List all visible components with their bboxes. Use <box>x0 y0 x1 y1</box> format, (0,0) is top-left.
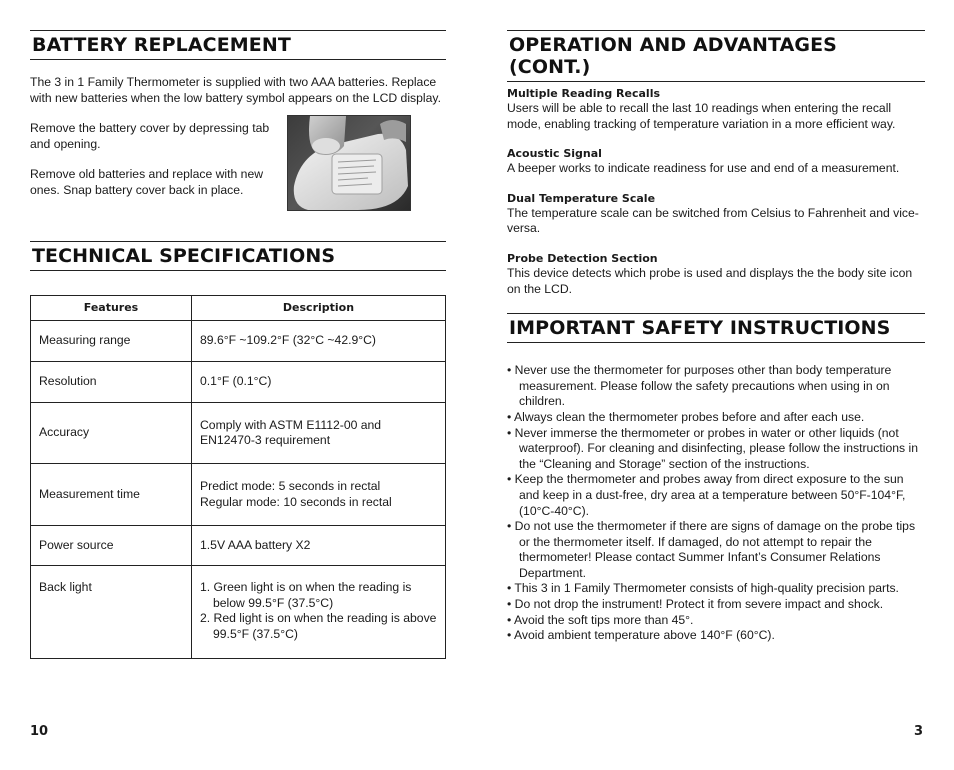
feature-dual-temperature-scale <box>507 192 925 237</box>
feature-cell: Accuracy <box>31 403 192 464</box>
battery-intro-paragraph: The 3 in 1 Family Thermometer is supplied with two AAA batteries. Replace with new batteries when the low battery symbol appears on the LCD display. <box>30 75 441 105</box>
list-item: • Never immerse the thermometer or probes in water or other liquids (not waterproof). For cleaning and disinfecting, please follow the instructions in the “Cleaning and Storage” section of the instructions. <box>507 425 919 471</box>
description-cell: 89.6°F ~109.2°F (32°C ~42.9°C) <box>192 321 446 362</box>
table-header-row <box>31 296 446 321</box>
feature-cell: Resolution <box>31 362 192 403</box>
list-item: • Never use the thermometer for purposes other than body temperature measurement. Please follow the safety precautions when using in on children. <box>507 363 892 409</box>
description-line: Predict mode: 5 seconds in rectal <box>200 479 381 494</box>
list-item: • This 3 in 1 Family Thermometer consists of high-quality precision parts. <box>507 581 899 596</box>
description-line: EN12470-3 requirement <box>200 433 331 448</box>
feature-cell: Back light <box>31 566 192 659</box>
description-cell <box>192 403 446 464</box>
right-page-number: 3 <box>914 724 924 739</box>
list-item: • Avoid ambient temperature above 140°F (60°C). <box>507 628 775 643</box>
list-item: • Keep the thermometer and probes away from direct exposure to the sun and keep in a dust-free, dry area at a temperature between 50°F-104°F, (10°C-40°C). <box>507 472 906 518</box>
features-column-header: Features <box>31 296 192 321</box>
backlight-item-red: 2. Red light is on when the reading is above 99.5°F (37.5°C) <box>200 611 437 641</box>
table-row <box>31 464 446 526</box>
description-line: Comply with ASTM E1112-00 and <box>200 417 382 432</box>
specifications-table <box>30 295 446 659</box>
thermometer-hand-image <box>288 116 410 210</box>
table-row <box>31 403 446 464</box>
battery-step-remove-cover: Remove the battery cover by depressing tab and opening. <box>30 121 270 151</box>
description-cell: 1.5V AAA battery X2 <box>192 526 446 566</box>
feature-text: This device detects which probe is used and displays the the body site icon on the LCD. <box>507 265 913 296</box>
safety-instructions-heading: IMPORTANT SAFETY INSTRUCTIONS <box>507 313 925 343</box>
backlight-item-green: 1. Green light is on when the reading is below 99.5°F (37.5°C) <box>200 580 412 610</box>
feature-multiple-reading-recalls <box>507 87 925 132</box>
feature-heading: Acoustic Signal <box>507 147 602 161</box>
left-page-number: 10 <box>30 724 49 739</box>
feature-text: Users will be able to recall the last 10 readings when entering the recall mode, enabling tracking of temperature variation in a more efficient way. <box>507 101 896 131</box>
feature-probe-detection <box>507 252 925 297</box>
description-line: Regular mode: 10 seconds in rectal <box>200 494 392 509</box>
list-item: • Do not drop the instrument! Protect it from severe impact and shock. <box>507 597 884 612</box>
battery-cover-photo <box>287 115 411 211</box>
feature-acoustic-signal <box>507 147 925 177</box>
feature-cell: Measuring range <box>31 321 192 362</box>
description-cell <box>192 566 446 659</box>
table-row <box>31 526 446 566</box>
table-row <box>31 321 446 362</box>
table-row <box>31 362 446 403</box>
list-item: • Avoid the soft tips more than 45°. <box>507 612 694 627</box>
description-column-header: Description <box>192 296 446 321</box>
feature-heading: Probe Detection Section <box>507 251 658 265</box>
list-item: • Always clean the thermometer probes before and after each use. <box>507 409 865 424</box>
description-cell <box>192 464 446 526</box>
left-page <box>30 30 446 659</box>
list-item: • Do not use the thermometer if there are signs of damage on the probe tips or the thermometer itself. If damaged, do not attempt to repair the thermometer! Please contact Summer Infant’s Consumer Relations Department. <box>507 519 916 580</box>
table-row <box>31 566 446 659</box>
feature-text: A beeper works to indicate readiness for use and end of a measurement. <box>507 161 900 176</box>
operation-advantages-heading: OPERATION AND ADVANTAGES (CONT.) <box>507 30 925 82</box>
feature-heading: Dual Temperature Scale <box>507 191 656 205</box>
battery-step-replace: Remove old batteries and replace with new ones. Snap battery cover back in place. <box>30 167 264 197</box>
feature-cell: Measurement time <box>31 464 192 526</box>
right-page <box>507 30 925 644</box>
safety-list <box>507 363 925 644</box>
technical-specifications-heading: TECHNICAL SPECIFICATIONS <box>30 241 446 271</box>
operation-features <box>507 87 925 297</box>
feature-heading: Multiple Reading Recalls <box>507 87 661 100</box>
feature-text: The temperature scale can be switched from Celsius to Fahrenheit and vice-versa. <box>507 205 919 236</box>
description-cell: 0.1°F (0.1°C) <box>192 362 446 403</box>
feature-cell: Power source <box>31 526 192 566</box>
battery-steps <box>30 121 446 221</box>
battery-replacement-heading: BATTERY REPLACEMENT <box>30 30 446 60</box>
